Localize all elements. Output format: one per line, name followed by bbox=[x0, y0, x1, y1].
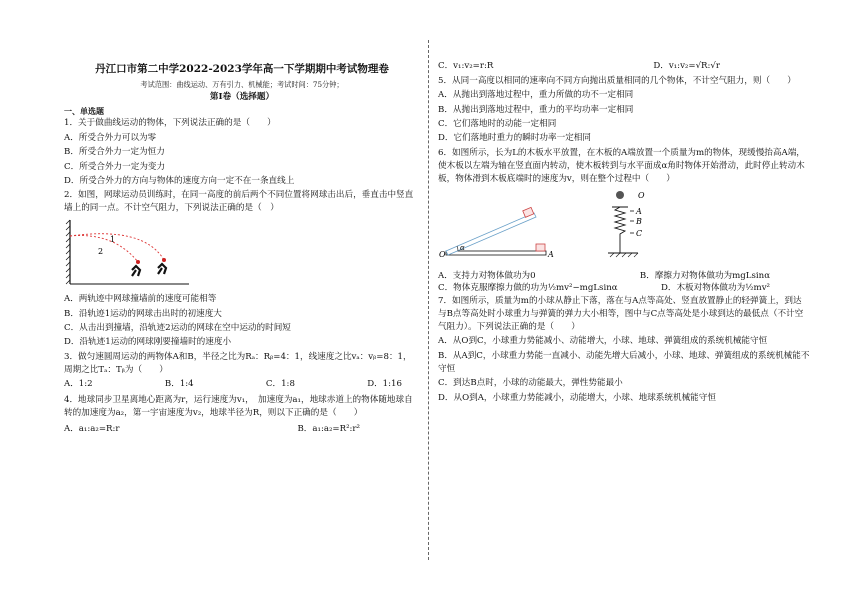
q6-options-ab bbox=[438, 270, 810, 283]
spring-label-O: O bbox=[638, 190, 645, 200]
q7-option-b: B．从A到C，小球重力势能一直减小、动能先增大后减小，小球、地球、弹簧组成的系统机械能不守恒 bbox=[438, 350, 810, 374]
q7-option-a: A．从O到C，小球重力势能减小、动能增大，小球、地球、弹簧组成的系统机械能守恒 bbox=[438, 336, 768, 347]
q4-option-a: A．a₁:a₂=R:r bbox=[64, 423, 120, 434]
q3-options bbox=[64, 378, 420, 391]
question-7: 7．如图所示，质量为m的小球从静止下落，落在与A点等高处、竖直放置静止的轻弹簧上，到达与B点等高处时小球重力与弹簧的弹力大小相等，图中与C点等高处是小球到达的最低点（不计空气阻力）。下列说法正确的是（ ） bbox=[438, 296, 804, 333]
q5-option-c: C．它们落地时的动能一定相同 bbox=[438, 119, 557, 130]
right-column bbox=[438, 60, 810, 406]
column-divider bbox=[428, 40, 429, 560]
label-A: A bbox=[548, 249, 554, 259]
question-1: 1．关于做曲线运动的物体，下列说法正确的是（ ） bbox=[64, 118, 276, 129]
trajectory-2 bbox=[70, 234, 164, 260]
section-heading: 一、单选题 bbox=[64, 106, 104, 117]
block-horizontal bbox=[536, 244, 545, 251]
ball bbox=[616, 191, 624, 199]
question-6: 6．如图所示，长为L的木板水平放置，在木板的A端放置一个质量为m的物体，现缓慢抬高A端，使木板以左端为轴在竖直面内转动，使木板转到与水平面成α角时物体开始滑动，此时停止转动木板，物体滑到木板底端时的速度为v，则在整个过程中（ ） bbox=[438, 147, 805, 184]
q5-option-a: A．从抛出到落地过程中，重力所做的功不一定相同 bbox=[438, 90, 634, 101]
q6-option-c: C．物体克服摩擦力做的功为½mv²−mgLsinα bbox=[438, 283, 618, 294]
volume-heading: 第I卷（选择题） bbox=[209, 91, 275, 102]
q6-option-d: D．木板对物体做功为½mv² bbox=[660, 283, 770, 294]
q2-option-d: D．沿轨迹1运动的网球刚要撞墙时的速度小 bbox=[64, 337, 232, 348]
spring-label-A: A bbox=[636, 206, 642, 216]
label-2: 2 bbox=[98, 247, 104, 257]
spring-ground-hatch bbox=[610, 253, 638, 257]
q5-option-b: B．从抛出到落地过程中，重力的平均功率一定相同 bbox=[438, 104, 634, 115]
q1-option-b: B．所受合外力一定为恒力 bbox=[64, 147, 165, 158]
q3-option-a: A．1:2 bbox=[64, 379, 93, 390]
label-O: O bbox=[439, 249, 446, 259]
page-title: 丹江口市第二中学2022-2023学年高一下学期期中考试物理卷 bbox=[95, 63, 389, 75]
left-column bbox=[64, 56, 420, 436]
q6-option-b: B．摩擦力对物体做功为mgLsinα bbox=[639, 270, 770, 281]
q3-option-b: B．1:4 bbox=[164, 379, 194, 390]
q6-option-a: A．支持力对物体做功为0 bbox=[438, 270, 536, 281]
q7-option-d: D．从O到A，小球重力势能减小，动能增大，小球、地球系统机械能守恒 bbox=[438, 392, 716, 403]
spring-label-C: C bbox=[636, 228, 643, 238]
q1-option-d: D．所受合外力的方向与物体的速度方向一定不在一条直线上 bbox=[64, 176, 295, 186]
tennis-diagram bbox=[64, 218, 194, 288]
q3-option-d: D．1:16 bbox=[367, 379, 402, 390]
question-2: 2．如图，网球运动员训练时，在同一高度的前后两个不同位置将网球击出后，垂直击中竖直墙上的同一点。不计空气阻力，下列说法正确的是（ ） bbox=[64, 190, 414, 214]
q4-option-d: D．v₁:v₂=√R:√r bbox=[653, 61, 720, 71]
q1-option-c: C．所受合外力一定为变力 bbox=[64, 161, 166, 172]
label-1: 1 bbox=[110, 235, 116, 245]
exam-scope: 考试范围：曲线运动、万有引力、机械能；考试时间：75分钟； bbox=[140, 79, 344, 89]
q4-option-b: B．a₁:a₂=R²:r² bbox=[297, 423, 360, 434]
q6-options-cd bbox=[438, 282, 810, 295]
player-1 bbox=[132, 260, 140, 276]
q4-option-c: C．v₁:v₂=r:R bbox=[438, 61, 494, 71]
q1-option-a: A．所受合外力可以为零 bbox=[64, 132, 157, 143]
q4-options-ab bbox=[64, 423, 420, 436]
q4-options-cd bbox=[438, 60, 810, 73]
spring-coil bbox=[615, 207, 625, 253]
label-alpha: α bbox=[460, 243, 465, 252]
spring-diagram bbox=[608, 189, 678, 265]
trajectory-1 bbox=[70, 236, 138, 262]
spring-label-B: B bbox=[636, 216, 642, 226]
question-3: 3．做匀速圆周运动的两物体A和B，半径之比为Rₐ：Rᵦ=4：1，线速度之比vₐ：vᵦ=8：1，周期之比Tₐ：Tᵦ为（ ） bbox=[64, 351, 412, 375]
q2-option-c: C．从击出到撞墙，沿轨迹2运动的网球在空中运动的时间短 bbox=[64, 322, 291, 333]
q5-option-d: D．它们落地时重力的瞬时功率一定相同 bbox=[438, 133, 591, 144]
inclined-board-diagram bbox=[438, 205, 568, 265]
question-5: 5．从同一高度以相同的速率向不同方向抛出质量相同的几个物体，不计空气阻力，则（ ） bbox=[438, 75, 796, 86]
q2-option-b: B．沿轨迹1运动的网球击出时的初速度大 bbox=[64, 308, 222, 319]
tennis-figure bbox=[64, 218, 420, 288]
q7-option-c: C．到达B点时，小球的动能最大，弹性势能最小 bbox=[438, 378, 623, 389]
player-2 bbox=[158, 258, 166, 274]
q3-option-c: C．1:8 bbox=[265, 379, 295, 390]
figures-row bbox=[438, 189, 810, 265]
q2-option-a: A．两轨迹中网球撞墙前的速度可能相等 bbox=[64, 294, 217, 305]
question-4: 4．地球同步卫星离地心距离为r，运行速度为v₁， 加速度为a₁，地球赤道上的物体随地球自转的加速度为a₂，第一宇宙速度为v₂，地球半径为R，则以下正确的是（ ） bbox=[64, 394, 413, 418]
